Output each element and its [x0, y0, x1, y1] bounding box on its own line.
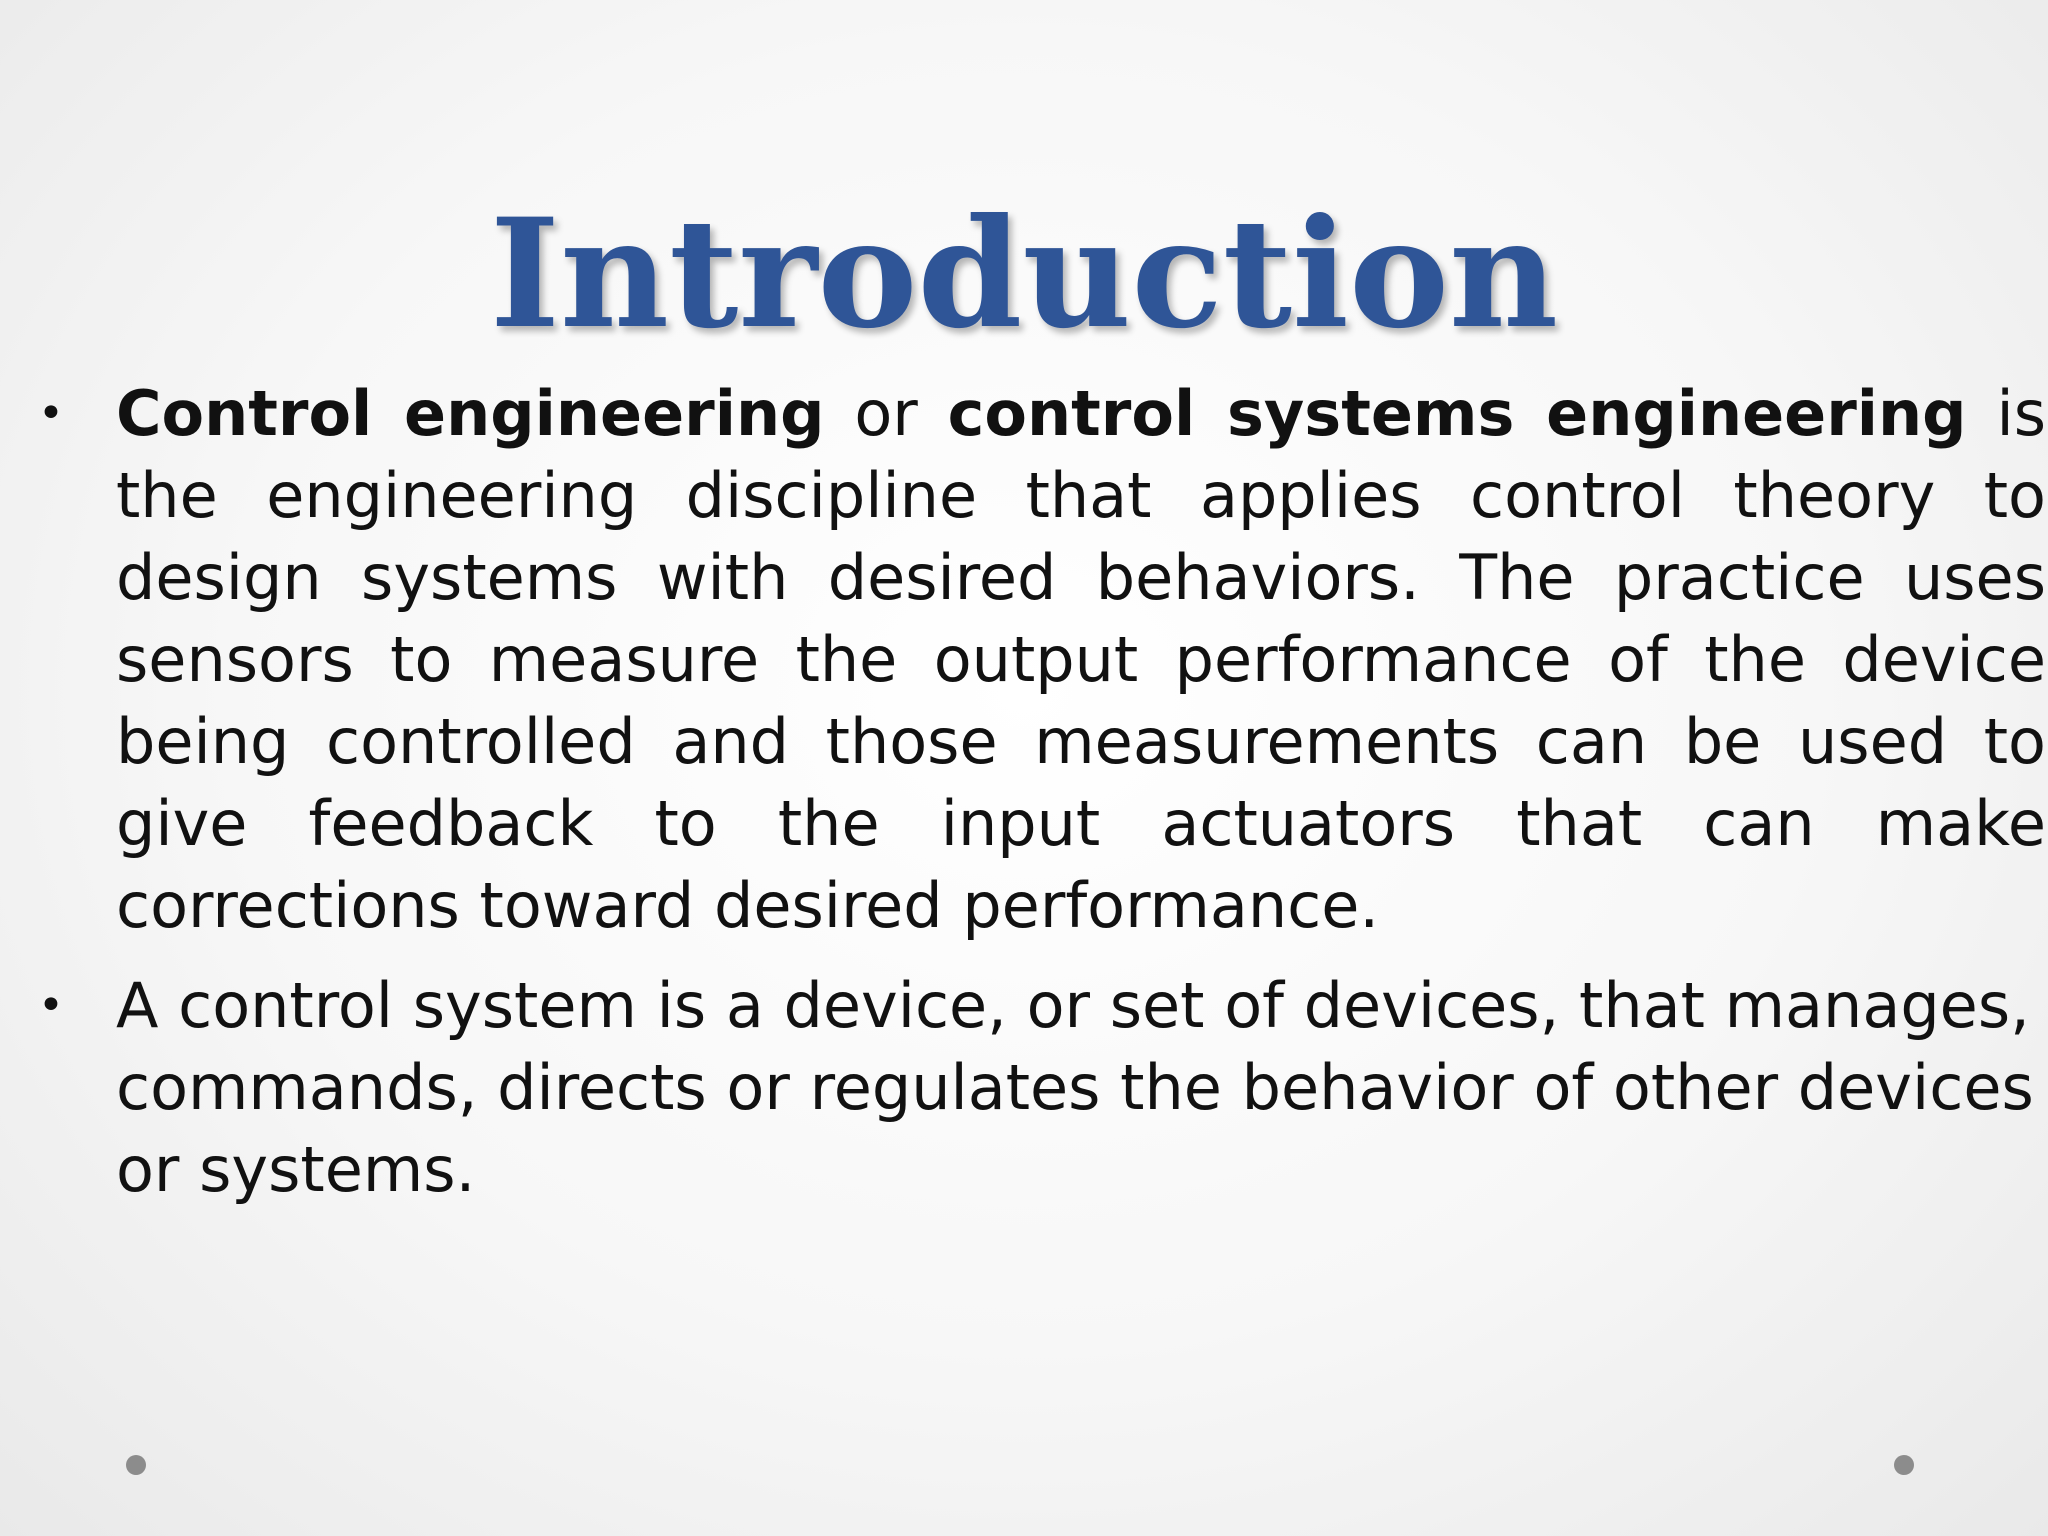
bullet-text-2: A control system is a device, or set of devices, that manages, commands, directs or regulates the behavior of other devices or systems. — [116, 969, 2034, 1206]
bullet-item-control-engineering — [38, 373, 2046, 947]
bullet-text-definition: is the engineering discipline that applies control theory to design systems with desired behaviors. The practice uses sensors to measure the output performance of the device being controlled and those measurements can be used to give feedback to the input actuators that can make corrections toward desired performance. — [116, 377, 2046, 942]
decorative-dot-right — [1894, 1455, 1914, 1475]
term-control-engineering: Control engineering — [116, 377, 825, 450]
bullet-text-1 — [116, 373, 2046, 947]
bullet-marker: • — [38, 388, 64, 439]
slide-title: Introduction — [489, 185, 1559, 362]
bullet-list — [38, 373, 2046, 1229]
decorative-dot-left — [126, 1455, 146, 1475]
bullet-marker: • — [38, 980, 64, 1031]
term-control-systems-engineering: control systems engineering — [947, 377, 1967, 450]
bullet-text-connector: or — [824, 377, 948, 450]
bullet-item-control-system — [38, 965, 2034, 1211]
